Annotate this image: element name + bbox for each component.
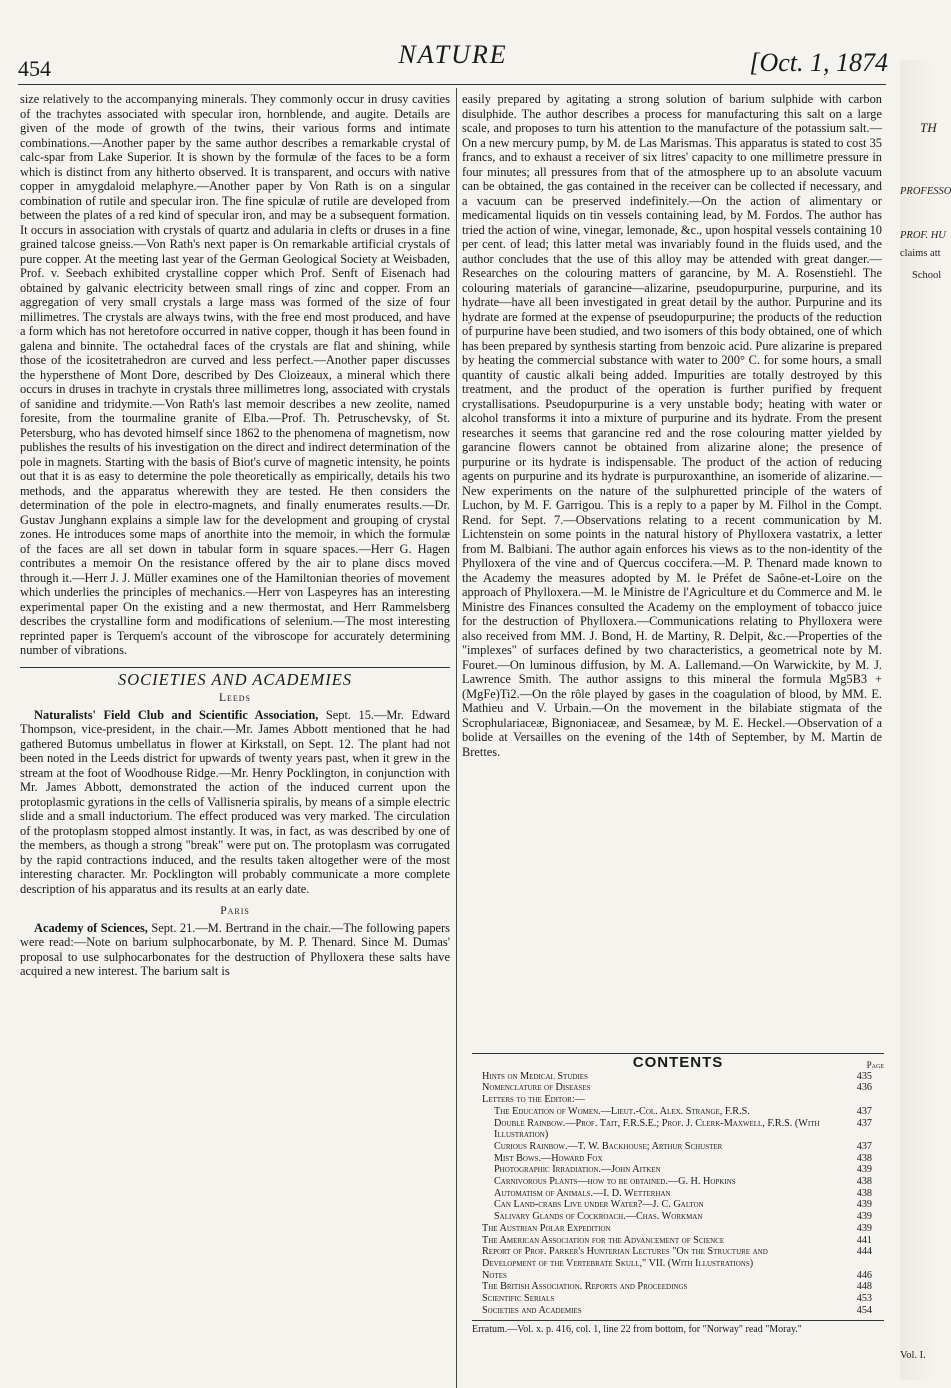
section-rule xyxy=(20,667,450,668)
paris-society-name: Academy of Sciences, xyxy=(34,920,148,935)
contents-entry-page: 438 xyxy=(856,1152,872,1164)
contents-entry-title: Scientific Serials xyxy=(482,1293,555,1305)
contents-title: CONTENTS xyxy=(632,1054,724,1071)
page-number: 454 xyxy=(18,56,51,81)
contents-entry xyxy=(472,1246,884,1269)
contents-entry xyxy=(472,1094,884,1106)
contents-entry-page: 448 xyxy=(856,1281,872,1293)
left-paragraph: size relatively to the accompanying minerals. They commonly occur in drusy cavities of the trachytes associated with specular iron, hornblende, and augite. Details are given of the mode of growth of the twins, their various forms and intimate combinations.—Another paper by the same author describes a remarkable crystal of calc-spar from Lake Superior. It is shown by the formulæ of the faces to be a form which is distinct from any hitherto observed. It is transparent, and occurs with native copper in amygdaloid melaphyre.—Another paper by Von Rath is on a singular combination of rutile and specular iron. The fine spiculæ of rutile are developed from between the plates of a red kind of specular iron, and may be a subsequent formation. It occurs in association with crystals of quartz and adularia in clefts or druses in a fine grained talcose gneiss.—Von Rath's next paper is On remarkable artificial crystals of pure copper. At the meeting last year of the German Geological Society at Weisbaden, Prof. v. Seebach exhibited crystalline copper which Prof. Senft of Eisenach had obtained by galvanic electricity between small rings of zinc and copper. From an aggregation of very small crystals a large mass was formed of the size of four millimetres. The crystals are always twins, with the free end most produced, and have a form which has not heretofore occurred in native copper, though it has been found in galena and binnite. The octahedral faces of the crystals are flat and shining, while those of the icositetrahedron are curved and less perfect.—Another paper discusses the hypersthene of Mont Dore, described by Des Cloizeaux, a mineral which there occurs in druses in trachyte in crystals three millimetres long, associated with crystals of sanidine and tridymite.—Von Rath's last memoir describes a new zeolite, named foresite, from the tourmaline granite of Elba.—Prof. Th. Petruschevsky, of St. Petersburg, who has devoted himself since 1862 to the phenomena of magnetism, now publishes the results of his investigation on the direct and indirect determination of the pole in magnets. Starting with the basis of Biot's curve of magnetic intensity, he points out that it is as easy to determine the pole theoretically as empirically, details his two methods, and the apparatus wherewith they are tested. He then considers the determination of the pole in electro-magnets, and finally enumerates results.—Dr. Gustav Junghann explains a simple law for the development and grouping of crystal zones. He introduces some maps of anorthite into the memoir, in which the formulæ of the faces are all set down in tabular form in square spaces.—Herr G. Hagen contributes a memoir On the resistance offered by the air to plane discs moved through it.—Herr J. J. Müller examines one of the Hamiltonian theories of movement which underlies the principles of mechanics.—Herr von Laspeyres has an interesting experimental paper On the existing and a new thermostat, and Herr Rammelsberg describes the crystalline form and modifications of selenium.—The most interesting reprinted paper is Terquem's account of the vibroscope for accurately determining number of vibrations. xyxy=(20,92,450,657)
contents-entry-page: 438 xyxy=(856,1176,872,1188)
paris-paragraph xyxy=(20,921,450,979)
right-paragraph: easily prepared by agitating a strong solution of barium sulphide with carbon disulphide. The author describes a process for manufacturing this salt on a large scale, and proposes to turn his attention to the manufacture of the potassium salt.—On a new mercury pump, by M. de Las Marismas. This apparatus is stated to cost 35 francs, and to exhaust a receiver of six litres' capacity to one millimetre pressure in four minutes; all pressures from that of the atmosphere up to an absolute vacuum can be obtained, the gas contained in the receiver can be collected if necessary, and a vacuum can be preserved indefinitely.—On the action of alimentary or medicamental liquids on tin vessels containing lead, by M. Fordos. The author has tried the action of wine, vinegar, lemonade, &c., upon hospital vessels containing 10 per cent. of lead; this latter metal was invariably found in the fluids used, and the author concludes that the use of this alloy may be attended with great danger.—Researches on the colouring matters of garancine, by M. A. Rosenstiehl. The colouring materials of garancine—alizarine, pseudopurpurine, purpurine, and its hydrate—have all been investigated in great detail by the author. Purpurine and its hydrate are formed at the expense of pseudopurpurine; the products of the reduction of purpurine have been studied, and two isomers of this body obtained, one of which has been prepared by synthesis starting from benzoic acid. Pure alizarine is prepared by heating the commercial substance with water to 200° C. for some hours, a small quantity of caustic alkali being added. Impurities are totally destroyed by this treatment, and the product of the operation is further purified by frequent crystallisations. Pseudopurpurine is a very unstable body; heating with water or alcohol transforms it into a mixture of purpurine and its hydrate. From the present researches it seems that garancine red and the rose colouring matter yielded by garancine flowers cannot be obtained from alizarine alone; the presence of purpurine or its hydrate is indispensable. The product of the action of reducing agents on purpurine and its hydrate is purpuroxanthine, an isomeride of alizarine.—New experiments on the nature of the sulphuretted principle of the waters of Luchon, by M. F. Garrigou. This is a reply to a paper by M. Filhol in the Compt. Rend. for Sept. 7.—Observations relating to a recent communication by M. Lichtenstein on some points in the natural history of Phylloxera vastatrix, a letter from M. Balbiani. The author again enforces his views as to the non-identity of the Phylloxera of the vine and of Quercus coccifera.—M. P. Thenard made known to the Academy the measures adopted by M. le Préfet de Saône-et-Loire on the approach of Phylloxera.—M. le Ministre de l'Agriculture et du Commerce and M. le Ministre des Finances consulted the Academy on the employment of tobacco juice for the destruction of Phylloxera.—Communications relating to Phylloxera were also received from MM. J. Bond, H. de Martiny, R. Delpit, &c.—Properties of the "implexes" of surfaces defined by two characteristics, a geometrical note by M. Fouret.—On luminous diffusion, by M. A. Lallemand.—On Warwickite, by M. J. Lawrence Smith. The author assigns to this mineral the formula Mg5B3 + (MgFe)Ti2.—On the rôle played by gases in the coagulation of blood, by MM. E. Mathieu and V. Urbain.—On the movement in the bilabiate stigmata of the Scrophulariaceæ, Bignoniaceæ, and Sesameæ, by M. E. Heckel.—Observation of a bolide at Versailles on the evening of the 14th of September, by M. Martin de Brettes. xyxy=(462,92,882,759)
contents-entry-page: 454 xyxy=(856,1304,872,1316)
edge-fragment: PROF. HU xyxy=(900,230,946,241)
contents-entry-page: 437 xyxy=(856,1140,872,1152)
edge-fragment: Vol. I. xyxy=(900,1350,926,1361)
contents-entry-page: 439 xyxy=(856,1199,872,1211)
contents-entry xyxy=(472,1235,884,1247)
contents-entry-title: Notes xyxy=(482,1269,507,1281)
contents-entry-page: 436 xyxy=(856,1082,872,1094)
contents-entry xyxy=(472,1223,884,1235)
contents-page-label: Page xyxy=(866,1060,884,1070)
edge-fragment: TH xyxy=(920,120,937,135)
contents-entry-title: Photographic Irradiation.—John Aitken xyxy=(494,1164,661,1176)
contents-entry-title: Curious Rainbow.—T. W. Backhouse; Arthur Schuster xyxy=(494,1140,723,1152)
contents-entry-title: The Austrian Polar Expedition xyxy=(482,1222,611,1234)
contents-entry-page: 453 xyxy=(856,1293,872,1305)
contents-entry xyxy=(472,1270,884,1282)
contents-entry xyxy=(472,1164,884,1176)
right-column xyxy=(462,92,882,759)
contents-box xyxy=(472,1053,884,1336)
contents-entry xyxy=(472,1188,884,1200)
contents-entry-page: 444 xyxy=(856,1246,872,1258)
contents-entry xyxy=(472,1176,884,1188)
contents-entry xyxy=(472,1071,884,1083)
contents-entry-title: Report of Prof. Parker's Hunterian Lectures "On the Structure and Development of the Vertebrate Skull," VII. (With Illustrations) xyxy=(482,1246,768,1269)
contents-entry-page: 435 xyxy=(856,1070,872,1082)
contents-entry-title: Mist Bows.—Howard Fox xyxy=(494,1152,603,1164)
contents-entry xyxy=(472,1082,884,1094)
contents-entry-page: 439 xyxy=(856,1211,872,1223)
contents-entry xyxy=(472,1305,884,1317)
contents-entry xyxy=(472,1106,884,1118)
contents-entry xyxy=(472,1118,884,1141)
contents-entry-title: Hints on Medical Studies xyxy=(482,1070,588,1082)
contents-entry-page: 439 xyxy=(856,1164,872,1176)
adjacent-page-edge xyxy=(900,60,951,1380)
leeds-paragraph xyxy=(20,708,450,897)
contents-entry xyxy=(472,1141,884,1153)
leeds-society-name: Naturalists' Field Club and Scientific Association, xyxy=(34,707,319,722)
contents-entry-title: Carnivorous Plants—how to be obtained.—G. H. Hopkins xyxy=(494,1176,736,1188)
leeds-report: Sept. 15.—Mr. Edward Thompson, vice-president, in the chair.—Mr. James Abbott mentioned that he had gathered Butomus umbellatus in flower at Kirkstall, on Sept. 12. The plant had not been noted in the Leeds district for upwards of twenty years past, when it grew in the stream at the foot of Woodhouse Ridge.—Mr. Henry Pocklington, in conjunction with Mr. James Abbott, demonstrated the action of the induced current upon the protoplasmic gyrations in the cells of Vallisneria spiralis, by means of a simple electric slide and a small inductorium. The effect produced was very marked. The circulation of the protoplasm stopped almost instantly. It was, in fact, as was described by one of the members, as though a strong "break" were put on. The protoplasm was corrugated by the rapid contractions induced, and the results taken altogether were of the most interesting character. Mr. Pocklington will probably communicate a more complete description of his apparatus and its results at an early date. xyxy=(20,707,451,896)
contents-entry-title: The Education of Women.—Lieut.-Col. Alex. Strange, F.R.S. xyxy=(494,1105,750,1117)
section-title: SOCIETIES AND ACADEMIES xyxy=(117,669,353,689)
edge-fragment: PROFESSO xyxy=(900,186,951,197)
contents-entry xyxy=(472,1153,884,1165)
contents-entry xyxy=(472,1293,884,1305)
paris-report: Sept. 21.—M. Bertrand in the chair.—The following papers were read:—Note on barium sulphocarbonate, by M. P. Thenard. Since M. Dumas' proposal to use sulphocarbonates for the destruction of Phylloxera these salts have acquired a new interest. The barium salt is xyxy=(20,920,450,978)
column-separator xyxy=(456,88,457,1388)
contents-entry-page: 439 xyxy=(856,1222,872,1234)
erratum-note: Erratum.—Vol. x. p. 416, col. 1, line 22 from bottom, for "Norway" read "Moray." xyxy=(472,1320,884,1336)
contents-entry-title: The British Association. Reports and Proceedings xyxy=(482,1281,688,1293)
contents-entry-page: 437 xyxy=(856,1117,872,1129)
contents-entry-title: Double Rainbow.—Prof. Tait, F.R.S.E.; Prof. J. Clerk-Maxwell, F.R.S. (With Illustration) xyxy=(494,1117,820,1141)
edge-fragment: School xyxy=(912,270,942,281)
subsection-leeds: Leeds xyxy=(218,692,252,704)
subsection-paris: Paris xyxy=(220,905,250,917)
contents-entry-title: Salivary Glands of Cockroach.—Chas. Workman xyxy=(494,1211,703,1223)
contents-entry xyxy=(472,1211,884,1223)
contents-entry-page: 438 xyxy=(856,1187,872,1199)
contents-entry-title: Letters to the Editor:— xyxy=(482,1094,585,1106)
contents-list xyxy=(472,1071,884,1317)
journal-title: NATURE xyxy=(398,40,508,69)
contents-entry-title: Can Land-crabs Live under Water?—J. C. Galton xyxy=(494,1199,704,1211)
contents-entry-title: Automatism of Animals.—I. D. Wetterhan xyxy=(494,1187,671,1199)
contents-entry-title: The American Association for the Advancement of Science xyxy=(482,1234,725,1246)
contents-entry-page: 437 xyxy=(856,1105,872,1117)
issue-date: [Oct. 1, 1874 xyxy=(749,48,888,77)
left-column xyxy=(20,92,450,979)
page-header xyxy=(18,38,888,81)
contents-entry-page: 446 xyxy=(856,1269,872,1281)
contents-entry-title: Societies and Academies xyxy=(482,1304,582,1316)
contents-entry-title: Nomenclature of Diseases xyxy=(482,1082,591,1094)
header-rule xyxy=(18,84,886,85)
edge-fragment: claims att xyxy=(900,248,941,259)
contents-entry xyxy=(472,1281,884,1293)
contents-entry-page: 441 xyxy=(856,1234,872,1246)
contents-entry xyxy=(472,1199,884,1211)
